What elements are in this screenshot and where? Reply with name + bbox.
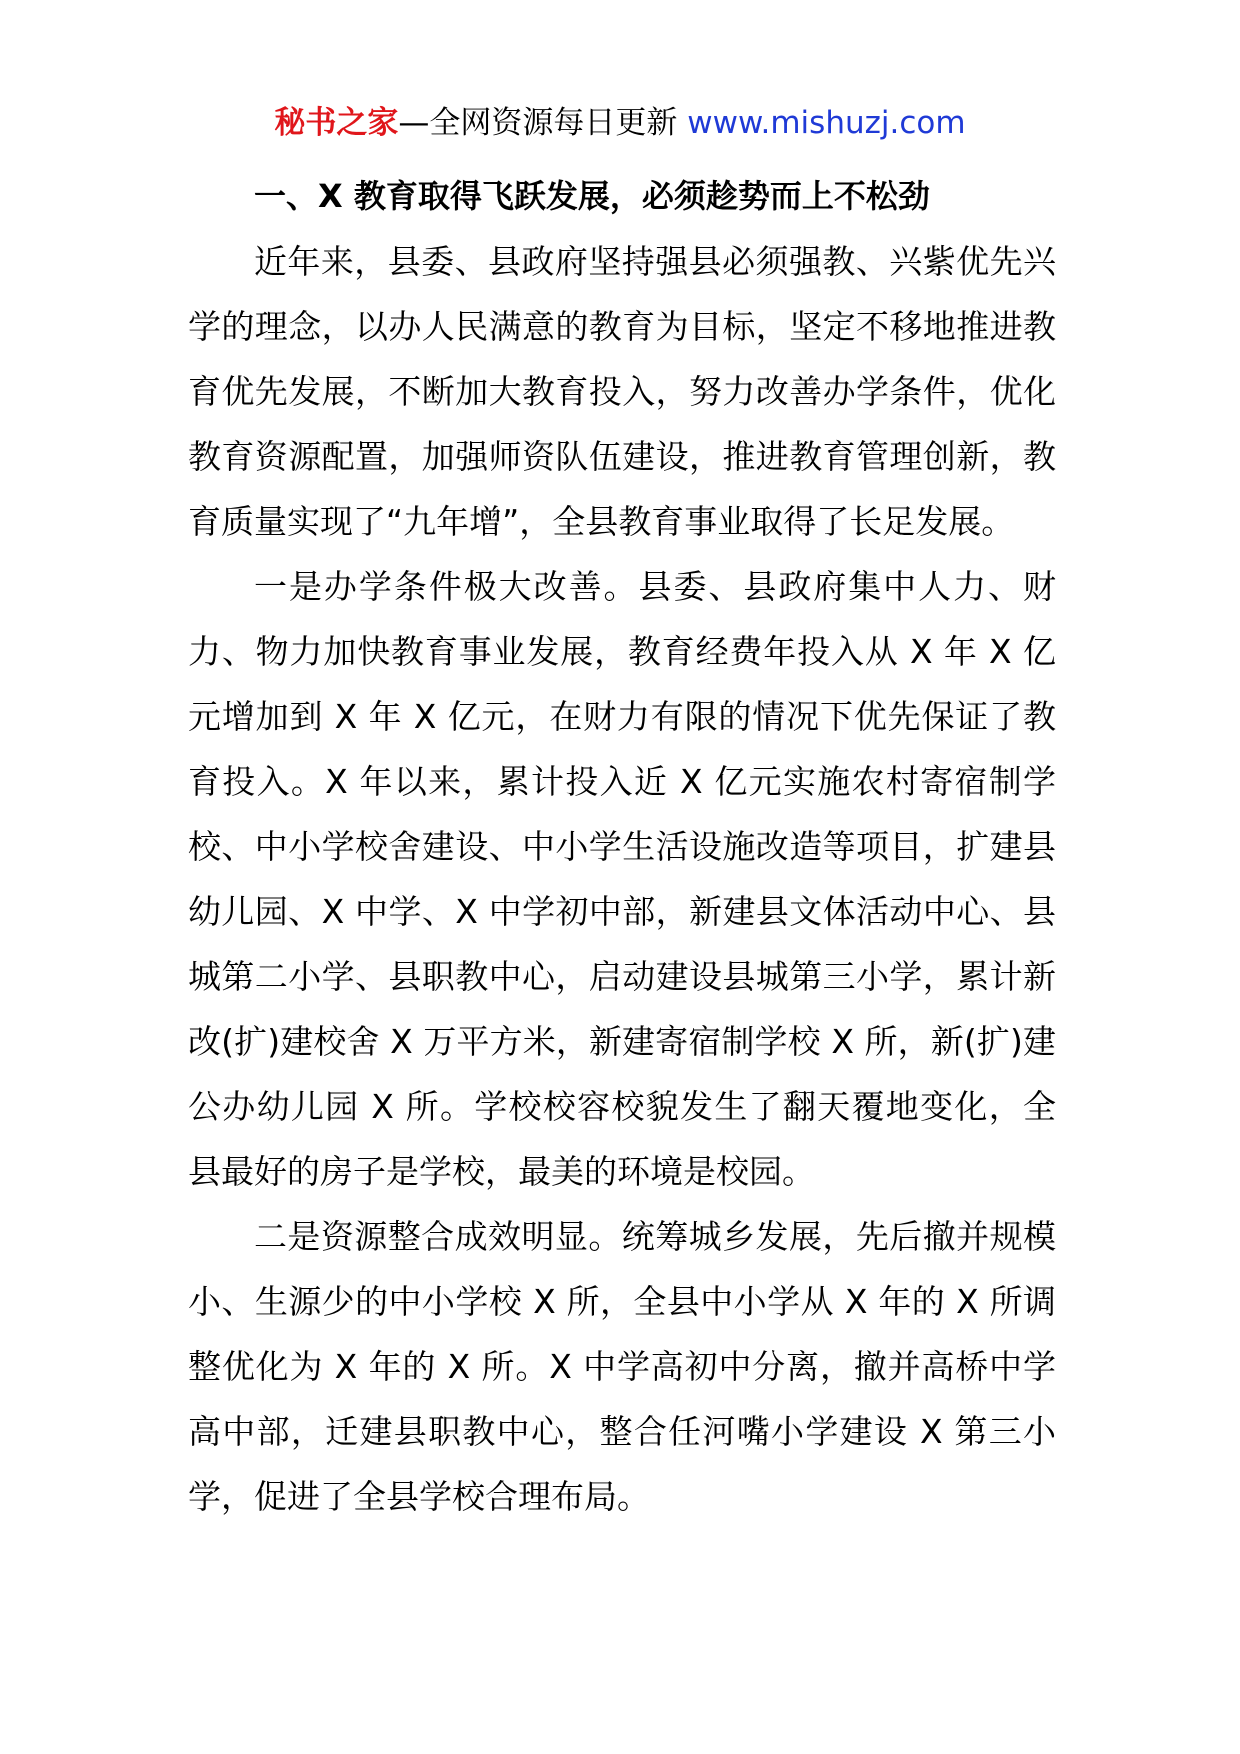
brand-name: 秘书之家 — [274, 105, 399, 141]
site-url-link[interactable]: www.mishuzj.com — [687, 105, 966, 141]
paragraph-conditions: 一是办学条件极大改善。县委、县政府集中人力、财力、物力加快教育事业发展，教育经费年投入从 X 年 X 亿元增加到 X 年 X 亿元，在财力有限的情况下优先保证了教育投入。X 年以来，累计投入近 X 亿元实施农村寄宿制学校、中小学校舍建设、中小学生活设施改造等项目，扩建县幼儿园、X 中学、X 中学初中部，新建县文体活动中心、县城第二小学、县职教中心，启动建设县城第三小学，累计新改(扩)建校舍 X 万平方米，新建寄宿制学校 X 所，新(扩)建公办幼儿园 X 所。学校校容校貌发生了翻天覆地变化，全县最好的房子是学校，最美的环境是校园。 — [188, 567, 1056, 1191]
header-tagline: —全网资源每日更新 — [398, 105, 678, 141]
section-heading: 一、X 教育取得飞跃发展，必须趁势而上不松劲 — [254, 177, 930, 215]
paragraph-intro: 近年来，县委、县政府坚持强县必须强教、兴紫优先兴学的理念，以办人民满意的教育为目标，坚定不移地推进教育优先发展，不断加大教育投入，努力改善办学条件，优化教育资源配置，加强师资队伍建设，推进教育管理创新，教育质量实现了“九年增”，全县教育事业取得了长足发展。 — [188, 242, 1056, 541]
paragraph-resources: 二是资源整合成效明显。统筹城乡发展，先后撤并规模小、生源少的中小学校 X 所，全县中小学从 X 年的 X 所调整优化为 X 年的 X 所。X 中学高初中分离，撤并高桥中学高中部，迁建县职教中心，整合任河嘴小学建设 X 第三小学，促进了全县学校合理布局。 — [188, 1217, 1056, 1516]
document-body — [188, 164, 1056, 1529]
site-header — [0, 100, 1240, 146]
